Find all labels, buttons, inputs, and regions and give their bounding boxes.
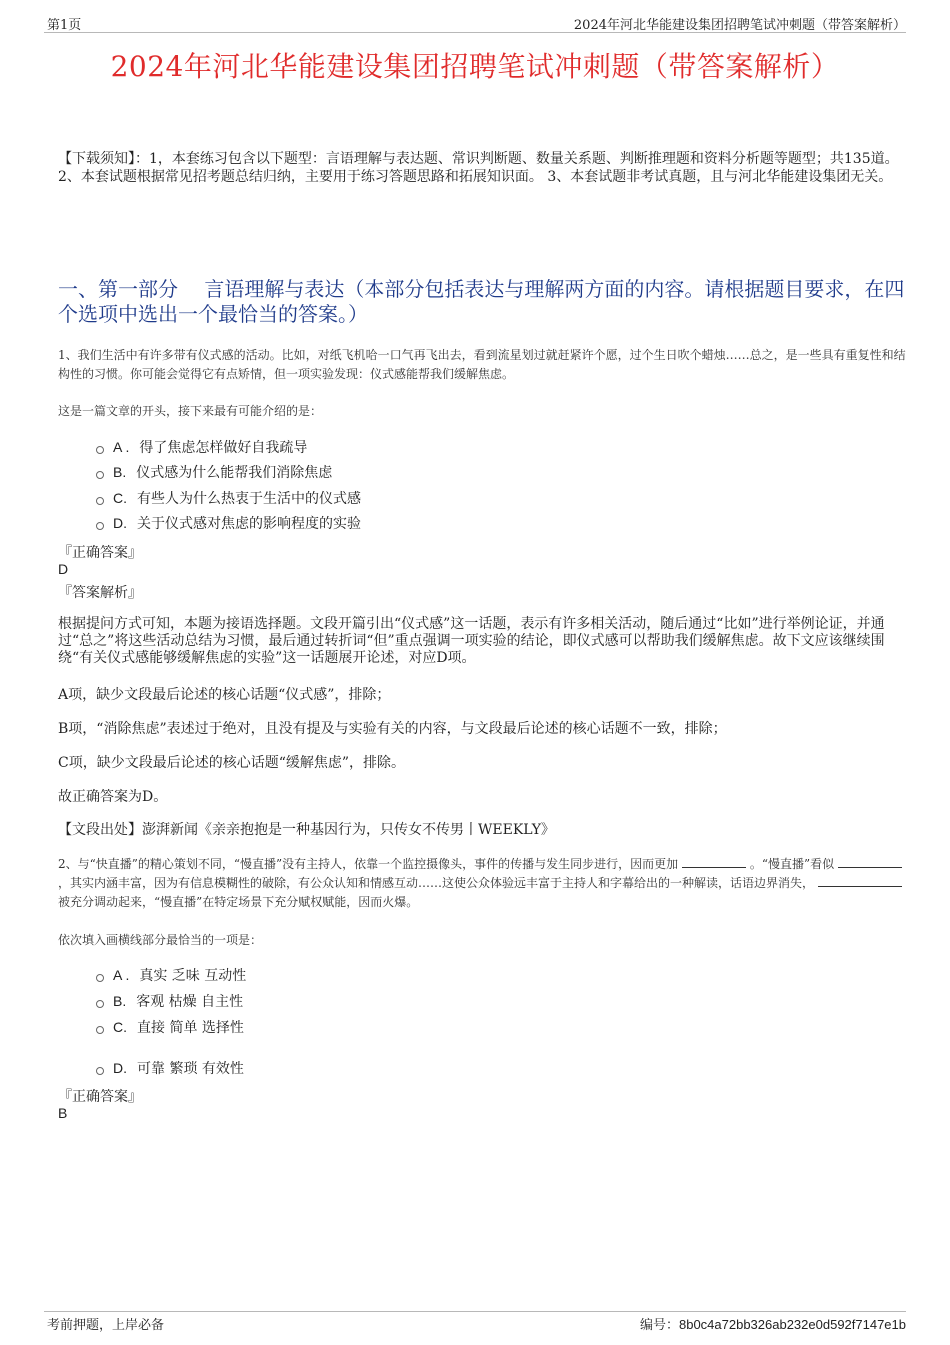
question-2-option-c[interactable] — [96, 1017, 244, 1037]
question-1-prompt: 这是一篇文章的开头，接下来最有可能介绍的是： — [58, 404, 323, 418]
question-2-text — [58, 855, 906, 912]
question-2-prompt: 依次填入画横线部分最恰当的一项是： — [58, 933, 263, 947]
option-letter: D. — [113, 515, 127, 531]
question-1-option-c[interactable] — [96, 488, 361, 508]
analysis-option-c: C项，缺少文段最后论述的核心话题“缓解焦虑”，排除。 — [58, 755, 406, 771]
fill-blank-3 — [818, 874, 902, 887]
header-divider — [44, 32, 906, 33]
footer-code — [640, 1314, 906, 1333]
fill-blank-2 — [838, 855, 902, 868]
answer-label: 『正确答案』 — [58, 1089, 142, 1105]
footer-code-label: 编号： — [639, 1318, 679, 1333]
radio-icon[interactable] — [96, 522, 104, 530]
analysis-label: 『答案解析』 — [58, 585, 142, 601]
question-1-option-a[interactable] — [96, 437, 307, 457]
page-title: 2024年河北华能建设集团招聘笔试冲刺题（带答案解析） — [110, 50, 840, 83]
question-2-text-part: 。“慢直播”看似 — [749, 857, 835, 871]
analysis-text: 根据提问方式可知，本题为接语选择题。文段开篇引出“仪式感”这一话题，表示有许多相关活动，随后通过“比如”进行举例论证，并通过“总之”将这些活动总结为习惯，最后通过转折词“但”重点强调一项实验的结论，即仪式感可以帮助我们缓解焦虑。故下文应该继续围绕“有关仪式感能够缓解焦虑的实验”这一话题展开论述，对应D项。 — [58, 616, 885, 666]
radio-icon[interactable] — [96, 1000, 104, 1008]
option-text: 可靠 繁琐 有效性 — [137, 1061, 244, 1077]
option-letter: D. — [113, 1060, 127, 1076]
analysis-option-a: A项，缺少文段最后论述的核心话题“仪式感”，排除； — [58, 687, 391, 703]
radio-icon[interactable] — [96, 497, 104, 505]
analysis-option-b: B项，“消除焦虑”表述过于绝对，且没有提及与实验有关的内容，与文段最后论述的核心话题不一致，排除； — [58, 721, 727, 737]
download-notice: 【下载须知】：1，本套练习包含以下题型：言语理解与表达题、常识判断题、数量关系题、判断推理题和资料分析题等题型；共135道。 2、本套试题根据常见招考题总结归纳，主要用于练习答题思路和拓展知识面。 3、本套试题非考试真题，且与河北华能建设集团无关。 — [58, 151, 899, 185]
question-2-text-part: ，其实内涵丰富，因为有信息模糊性的破除，有公众认知和情感互动……这使公众体验远丰富于主持人和字幕给出的一种解读，话语边界消失， — [58, 876, 815, 890]
question-2-option-a[interactable] — [96, 965, 246, 985]
option-letter: B. — [113, 993, 127, 1009]
question-1-option-b[interactable] — [96, 462, 332, 482]
option-text: 有些人为什么热衷于生活中的仪式感 — [137, 491, 361, 507]
option-text: 仪式感为什么能帮我们消除焦虑 — [136, 465, 333, 481]
footer-code-value: 8b0c4a72bb326ab232e0d592f7147e1b — [678, 1317, 906, 1332]
question-1-text: 1、我们生活中有许多带有仪式感的活动。比如，对纸飞机哈一口气再飞出去，看到流星划过就赶紧许个愿，过个生日吹个蜡烛……总之，是一些具有重复性和结构性的习惯。你可能会觉得它有点矫情，但一项实验发现：仪式感能帮我们缓解焦虑。 — [58, 348, 906, 381]
radio-icon[interactable] — [96, 1026, 104, 1034]
option-text: 直接 简单 选择性 — [137, 1020, 244, 1036]
radio-icon[interactable] — [96, 471, 104, 479]
radio-icon[interactable] — [96, 974, 104, 982]
header-doc-title: 2024年河北华能建设集团招聘笔试冲刺题（带答案解析） — [573, 18, 906, 33]
fill-blank-1 — [682, 855, 746, 868]
answer-label: 『正确答案』 — [58, 545, 142, 561]
correct-answer: B — [58, 1105, 68, 1121]
footer-slogan: 考前押题，上岸必备 — [47, 1318, 165, 1333]
option-text: 得了焦虑怎样做好自我疏导 — [139, 440, 308, 456]
question-2-text-part: 2、与“快直播”的精心策划不同，“慢直播”没有主持人，依靠一个监控摄像头，事件的传播与发生同步进行，因而更加 — [58, 857, 679, 871]
option-text: 客观 枯燥 自主性 — [136, 994, 244, 1010]
page-number: 第1页 — [47, 18, 82, 33]
option-letter: A . — [113, 439, 130, 455]
question-2-text-part: 被充分调动起来，“慢直播”在特定场景下充分赋权赋能，因而火爆。 — [58, 895, 419, 909]
passage-source: 【文段出处】澎湃新闻《亲亲抱抱是一种基因行为，只传女不传男丨WEEKLY》 — [58, 822, 555, 838]
radio-icon[interactable] — [96, 1067, 104, 1075]
radio-icon[interactable] — [96, 446, 104, 454]
option-text: 真实 乏味 互动性 — [139, 968, 247, 984]
option-letter: B. — [113, 464, 127, 480]
footer-divider — [44, 1311, 906, 1312]
question-1-option-d[interactable] — [96, 513, 361, 533]
option-letter: C. — [113, 1019, 127, 1035]
question-2-option-b[interactable] — [96, 991, 243, 1011]
correct-answer: D — [58, 561, 69, 577]
option-letter: C. — [113, 490, 127, 506]
section-heading: 一、第一部分 言语理解与表达（本部分包括表达与理解两方面的内容。请根据题目要求，在四个选项中选出一个最恰当的答案。） — [58, 277, 905, 326]
option-text: 关于仪式感对焦虑的影响程度的实验 — [137, 516, 361, 532]
question-2-option-d[interactable] — [96, 1058, 244, 1078]
option-letter: A . — [113, 967, 130, 983]
analysis-conclusion: 故正确答案为D。 — [58, 789, 168, 805]
